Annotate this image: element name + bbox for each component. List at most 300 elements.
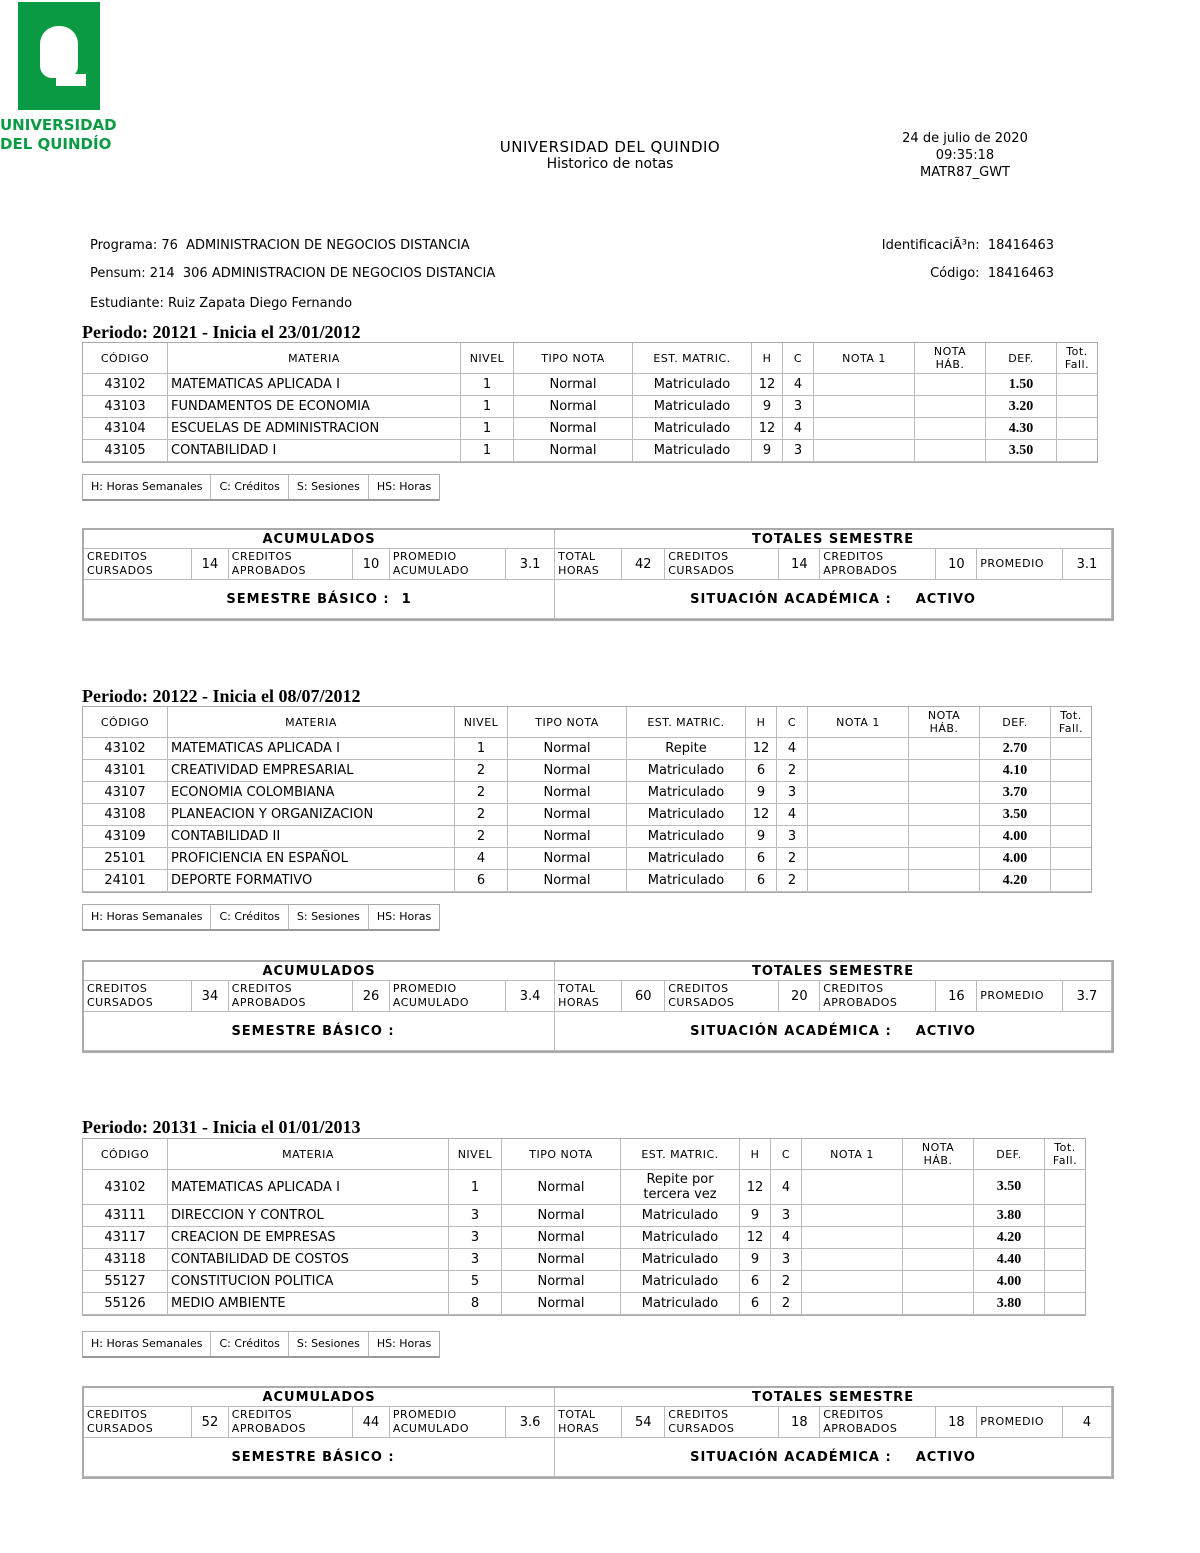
enrollment-status: Matriculado [627, 826, 746, 848]
total-absences [1045, 1205, 1085, 1227]
course-level: 3 [449, 1205, 502, 1227]
grade-1 [808, 738, 909, 760]
grade-type: Normal [514, 440, 633, 462]
credits: 4 [777, 738, 808, 760]
final-grade: 3.80 [974, 1293, 1045, 1315]
weekly-hours: 12 [746, 804, 777, 826]
grade-hab [909, 804, 980, 826]
tot-creditos-aprobados-label: CREDITOS APROBADOS [820, 1407, 936, 1438]
tot-creditos-aprobados-value: 18 [936, 1407, 977, 1438]
weekly-hours: 9 [740, 1205, 771, 1227]
grade-row [83, 1205, 1085, 1227]
final-grade: 4.10 [980, 760, 1051, 782]
period-title: Periodo: 20131 - Inicia el 01/01/2013 [82, 1117, 361, 1137]
column-header: NIVEL [455, 707, 508, 738]
tot-creditos-cursados-value: 18 [779, 1407, 820, 1438]
acc-promedio-value: 3.4 [506, 981, 555, 1012]
grade-row [83, 440, 1097, 462]
column-header: NOTA 1 [802, 1139, 903, 1170]
course-level: 3 [449, 1249, 502, 1271]
column-header: NOTA HÁB. [903, 1139, 974, 1170]
tot-creditos-cursados-value: 14 [779, 549, 820, 580]
credits: 4 [771, 1227, 802, 1249]
acc-creditos-cursados-value: 14 [192, 549, 229, 580]
course-code: 24101 [83, 870, 168, 892]
course-code: 43118 [83, 1249, 168, 1271]
situacion-cell [555, 1438, 1112, 1477]
acc-creditos-aprobados-label: CREDITOS APROBADOS [229, 981, 353, 1012]
semestre-basico-value: 1 [401, 591, 412, 607]
pensum-line: Pensum: 214 306 ADMINISTRACION DE NEGOCIOS DISTANCIA [90, 266, 496, 281]
final-grade: 3.20 [986, 396, 1057, 418]
column-header: C [783, 343, 814, 374]
legend-item: HS: Horas [376, 910, 432, 923]
grade-hab [909, 848, 980, 870]
totales-heading: TOTALES SEMESTRE [555, 1388, 1112, 1407]
total-absences [1057, 374, 1097, 396]
column-header: NIVEL [461, 343, 514, 374]
course-code: 55127 [83, 1271, 168, 1293]
course-level: 1 [461, 418, 514, 440]
grade-hab [909, 870, 980, 892]
grade-1 [802, 1205, 903, 1227]
grade-1 [814, 396, 915, 418]
grade-type: Normal [508, 760, 627, 782]
credits: 4 [777, 804, 808, 826]
credits: 3 [771, 1249, 802, 1271]
grade-type: Normal [502, 1271, 621, 1293]
semestre-basico-cell [84, 1012, 555, 1051]
grade-row [83, 804, 1091, 826]
course-name: FUNDAMENTOS DE ECONOMIA [168, 396, 461, 418]
weekly-hours: 9 [752, 396, 783, 418]
grade-hab [903, 1170, 974, 1205]
total-absences [1051, 826, 1091, 848]
column-header: NOTA 1 [814, 343, 915, 374]
situacion-cell [555, 1012, 1112, 1051]
tot-horas-label: TOTAL HORAS [555, 549, 622, 580]
course-level: 2 [455, 804, 508, 826]
total-absences [1051, 760, 1091, 782]
enrollment-status: Matriculado [621, 1205, 740, 1227]
column-header: TIPO NOTA [514, 343, 633, 374]
tot-creditos-aprobados-label: CREDITOS APROBADOS [820, 981, 936, 1012]
grade-type: Normal [508, 738, 627, 760]
grade-row [83, 738, 1091, 760]
column-header: NOTA 1 [808, 707, 909, 738]
grades-table [82, 1138, 1086, 1316]
legend-item: S: Sesiones [289, 475, 369, 499]
column-header: C [771, 1139, 802, 1170]
grade-1 [808, 870, 909, 892]
acc-promedio-label: PROMEDIO ACUMULADO [390, 1407, 506, 1438]
grade-hab [915, 440, 986, 462]
totales-heading: TOTALES SEMESTRE [555, 962, 1112, 981]
grade-1 [808, 826, 909, 848]
totales-heading: TOTALES SEMESTRE [555, 530, 1112, 549]
acc-promedio-value: 3.6 [506, 1407, 555, 1438]
column-header: CÓDIGO [83, 1139, 168, 1170]
course-level: 2 [455, 760, 508, 782]
logo-text-line1: UNIVERSIDAD [0, 116, 117, 134]
grade-1 [814, 440, 915, 462]
course-name: MEDIO AMBIENTE [168, 1293, 449, 1315]
enrollment-status: Matriculado [627, 760, 746, 782]
acumulados-heading: ACUMULADOS [84, 530, 555, 549]
course-code: 43105 [83, 440, 168, 462]
acc-creditos-aprobados-value: 10 [353, 549, 390, 580]
column-header: CÓDIGO [83, 343, 168, 374]
column-header: Tot. Fall. [1057, 343, 1097, 374]
grade-1 [802, 1271, 903, 1293]
enrollment-status: Repite [627, 738, 746, 760]
acc-promedio-label: PROMEDIO ACUMULADO [390, 981, 506, 1012]
course-name: CREACION DE EMPRESAS [168, 1227, 449, 1249]
report-subtitle: Historico de notas [546, 156, 674, 172]
tot-creditos-aprobados-value: 10 [936, 549, 977, 580]
course-level: 4 [455, 848, 508, 870]
credits: 3 [783, 440, 814, 462]
course-level: 1 [461, 374, 514, 396]
tot-creditos-aprobados-label: CREDITOS APROBADOS [820, 549, 936, 580]
grade-type: Normal [508, 848, 627, 870]
total-absences [1051, 782, 1091, 804]
grade-type: Normal [514, 418, 633, 440]
enrollment-status: Matriculado [627, 804, 746, 826]
weekly-hours: 12 [746, 738, 777, 760]
tot-horas-value: 60 [622, 981, 665, 1012]
tot-promedio-value: 3.7 [1063, 981, 1112, 1012]
grade-row [83, 1249, 1085, 1271]
legend-item: S: Sesiones [289, 1332, 369, 1356]
grade-type: Normal [502, 1249, 621, 1271]
enrollment-status: Matriculado [627, 848, 746, 870]
acc-creditos-cursados-label: CREDITOS CURSADOS [84, 1407, 192, 1438]
grade-hab [909, 760, 980, 782]
grade-row [83, 1227, 1085, 1249]
final-grade: 3.80 [974, 1205, 1045, 1227]
enrollment-status: Matriculado [627, 870, 746, 892]
course-name: ECONOMIA COLOMBIANA [168, 782, 455, 804]
semestre-basico-cell [84, 1438, 555, 1477]
grade-hab [903, 1227, 974, 1249]
grade-type: Normal [502, 1205, 621, 1227]
grade-type: Normal [502, 1227, 621, 1249]
acc-creditos-cursados-value: 34 [192, 981, 229, 1012]
grade-1 [814, 418, 915, 440]
course-level: 1 [461, 396, 514, 418]
final-grade: 3.50 [980, 804, 1051, 826]
tot-creditos-cursados-label: CREDITOS CURSADOS [665, 549, 779, 580]
weekly-hours: 12 [740, 1227, 771, 1249]
course-level: 2 [455, 782, 508, 804]
grade-1 [808, 760, 909, 782]
course-code: 43108 [83, 804, 168, 826]
final-grade: 3.50 [974, 1170, 1045, 1205]
credits: 2 [771, 1271, 802, 1293]
final-grade: 4.30 [986, 418, 1057, 440]
grade-row [83, 760, 1091, 782]
grade-1 [808, 848, 909, 870]
university-title: UNIVERSIDAD DEL QUINDIO [499, 138, 721, 156]
course-name: PLANEACION Y ORGANIZACION [168, 804, 455, 826]
course-name: CONTABILIDAD II [168, 826, 455, 848]
acc-promedio-label: PROMEDIO ACUMULADO [390, 549, 506, 580]
semestre-basico-label: SEMESTRE BÁSICO : [231, 1449, 395, 1465]
grade-1 [802, 1249, 903, 1271]
final-grade: 3.70 [980, 782, 1051, 804]
total-absences [1051, 804, 1091, 826]
credits: 2 [777, 870, 808, 892]
course-code: 43101 [83, 760, 168, 782]
semestre-basico-label: SEMESTRE BÁSICO : [231, 1023, 395, 1039]
tot-creditos-cursados-value: 20 [779, 981, 820, 1012]
enrollment-status: Matriculado [633, 396, 752, 418]
tot-promedio-label: PROMEDIO [977, 1407, 1063, 1438]
tot-promedio-label: PROMEDIO [977, 549, 1063, 580]
enrollment-status: Matriculado [627, 782, 746, 804]
credits: 3 [771, 1205, 802, 1227]
grade-hab [915, 418, 986, 440]
situacion-label: SITUACIÓN ACADÉMICA : [690, 1023, 892, 1039]
column-header: DEF. [986, 343, 1057, 374]
course-code: 43103 [83, 396, 168, 418]
grade-type: Normal [508, 826, 627, 848]
semestre-basico-cell [84, 580, 555, 619]
final-grade: 4.00 [980, 826, 1051, 848]
course-level: 3 [449, 1227, 502, 1249]
weekly-hours: 6 [746, 848, 777, 870]
course-name: CONTABILIDAD I [168, 440, 461, 462]
column-header: DEF. [980, 707, 1051, 738]
course-code: 43111 [83, 1205, 168, 1227]
final-grade: 3.50 [986, 440, 1057, 462]
acc-creditos-cursados-value: 52 [192, 1407, 229, 1438]
column-header: Tot. Fall. [1045, 1139, 1085, 1170]
final-grade: 4.40 [974, 1249, 1045, 1271]
legend-item: S: Sesiones [289, 905, 369, 929]
weekly-hours: 12 [740, 1170, 771, 1205]
course-name: DEPORTE FORMATIVO [168, 870, 455, 892]
logo-shield-icon [18, 2, 100, 110]
column-header: EST. MATRIC. [621, 1139, 740, 1170]
report-header [460, 138, 760, 172]
weekly-hours: 12 [752, 374, 783, 396]
column-header: H [740, 1139, 771, 1170]
situacion-cell [555, 580, 1112, 619]
course-level: 1 [449, 1170, 502, 1205]
grades-header-row [83, 343, 1097, 374]
column-header: DEF. [974, 1139, 1045, 1170]
course-name: CONTABILIDAD DE COSTOS [168, 1249, 449, 1271]
grade-row [83, 1271, 1085, 1293]
course-name: MATEMATICAS APLICADA I [168, 1170, 449, 1205]
period-title: Periodo: 20122 - Inicia el 08/07/2012 [82, 686, 361, 706]
total-absences [1057, 418, 1097, 440]
grade-hab [909, 782, 980, 804]
final-grade: 4.20 [980, 870, 1051, 892]
credits: 2 [777, 760, 808, 782]
legend-bar [82, 904, 440, 931]
column-header: MATERIA [168, 1139, 449, 1170]
course-level: 6 [455, 870, 508, 892]
course-code: 43107 [83, 782, 168, 804]
total-absences [1045, 1249, 1085, 1271]
grade-1 [814, 374, 915, 396]
course-name: ESCUELAS DE ADMINISTRACION [168, 418, 461, 440]
university-logo [0, 0, 140, 152]
enrollment-status: Matriculado [633, 418, 752, 440]
grade-hab [903, 1293, 974, 1315]
total-absences [1057, 440, 1097, 462]
enrollment-status: Matriculado [633, 440, 752, 462]
weekly-hours: 9 [740, 1249, 771, 1271]
column-header: EST. MATRIC. [627, 707, 746, 738]
situacion-label: SITUACIÓN ACADÉMICA : [690, 591, 892, 607]
course-code: 43109 [83, 826, 168, 848]
grade-type: Normal [502, 1170, 621, 1205]
enrollment-status: Repite por tercera vez [621, 1170, 740, 1205]
acc-promedio-value: 3.1 [506, 549, 555, 580]
course-level: 1 [461, 440, 514, 462]
acc-creditos-cursados-label: CREDITOS CURSADOS [84, 549, 192, 580]
tot-horas-value: 54 [622, 1407, 665, 1438]
credits: 3 [777, 826, 808, 848]
legend-item: H: Horas Semanales [83, 1332, 211, 1356]
total-absences [1045, 1170, 1085, 1205]
grade-row [83, 418, 1097, 440]
enrollment-status: Matriculado [633, 374, 752, 396]
grade-row [83, 374, 1097, 396]
grades-table [82, 342, 1098, 463]
enrollment-status: Matriculado [621, 1249, 740, 1271]
column-header: CÓDIGO [83, 707, 168, 738]
legend-item: C: Créditos [211, 1332, 288, 1356]
column-header: NOTA HÁB. [909, 707, 980, 738]
grade-type: Normal [514, 396, 633, 418]
grade-1 [802, 1170, 903, 1205]
final-grade: 4.00 [980, 848, 1051, 870]
column-header: MATERIA [168, 707, 455, 738]
tot-promedio-value: 4 [1063, 1407, 1112, 1438]
grade-type: Normal [502, 1293, 621, 1315]
credits: 3 [777, 782, 808, 804]
tot-horas-label: TOTAL HORAS [555, 981, 622, 1012]
acumulados-heading: ACUMULADOS [84, 962, 555, 981]
tot-horas-label: TOTAL HORAS [555, 1407, 622, 1438]
column-header: EST. MATRIC. [633, 343, 752, 374]
course-code: 55126 [83, 1293, 168, 1315]
acc-creditos-cursados-label: CREDITOS CURSADOS [84, 981, 192, 1012]
grade-1 [808, 804, 909, 826]
weekly-hours: 9 [752, 440, 783, 462]
grade-hab [915, 374, 986, 396]
enrollment-status: Matriculado [621, 1227, 740, 1249]
grade-type: Normal [514, 374, 633, 396]
tot-promedio-value: 3.1 [1063, 549, 1112, 580]
grade-1 [802, 1293, 903, 1315]
tot-promedio-label: PROMEDIO [977, 981, 1063, 1012]
column-header: TIPO NOTA [502, 1139, 621, 1170]
course-name: DIRECCION Y CONTROL [168, 1205, 449, 1227]
grades-header-row [83, 1139, 1085, 1170]
legend-bar [82, 474, 440, 501]
situacion-value: ACTIVO [915, 591, 976, 607]
credits: 2 [777, 848, 808, 870]
acc-creditos-aprobados-label: CREDITOS APROBADOS [229, 1407, 353, 1438]
situacion-value: ACTIVO [915, 1023, 976, 1039]
enrollment-status: Matriculado [621, 1293, 740, 1315]
acc-creditos-aprobados-value: 26 [353, 981, 390, 1012]
legend-item: HS: Horas [376, 480, 432, 493]
course-code: 43102 [83, 374, 168, 396]
column-header: TIPO NOTA [508, 707, 627, 738]
tot-creditos-aprobados-value: 16 [936, 981, 977, 1012]
total-absences [1051, 870, 1091, 892]
weekly-hours: 6 [746, 760, 777, 782]
tot-creditos-cursados-label: CREDITOS CURSADOS [665, 981, 779, 1012]
tot-creditos-cursados-label: CREDITOS CURSADOS [665, 1407, 779, 1438]
total-absences [1045, 1293, 1085, 1315]
weekly-hours: 6 [740, 1271, 771, 1293]
grades-table [82, 706, 1092, 893]
course-code: 43102 [83, 738, 168, 760]
total-absences [1051, 848, 1091, 870]
credits: 3 [783, 396, 814, 418]
grade-type: Normal [508, 782, 627, 804]
column-header: NOTA HÁB. [915, 343, 986, 374]
credits: 4 [783, 374, 814, 396]
credits: 4 [771, 1170, 802, 1205]
grade-row [83, 870, 1091, 892]
weekly-hours: 6 [746, 870, 777, 892]
weekly-hours: 12 [752, 418, 783, 440]
legend-item: H: Horas Semanales [83, 475, 211, 499]
summary-table [82, 960, 1114, 1053]
legend-item: H: Horas Semanales [83, 905, 211, 929]
column-header: Tot. Fall. [1051, 707, 1091, 738]
tot-horas-value: 42 [622, 549, 665, 580]
grade-hab [909, 738, 980, 760]
period-title: Periodo: 20121 - Inicia el 23/01/2012 [82, 322, 361, 342]
weekly-hours: 9 [746, 782, 777, 804]
column-header: NIVEL [449, 1139, 502, 1170]
semestre-basico-label: SEMESTRE BÁSICO : [226, 591, 390, 607]
course-code: 43102 [83, 1170, 168, 1205]
summary-table [82, 528, 1114, 621]
grade-hab [903, 1205, 974, 1227]
grade-row [83, 782, 1091, 804]
course-name: MATEMATICAS APLICADA I [168, 738, 455, 760]
report-time: 09:35:18 [935, 148, 995, 163]
column-header: H [746, 707, 777, 738]
legend-item: C: Créditos [211, 475, 288, 499]
grade-1 [802, 1227, 903, 1249]
grade-hab [903, 1271, 974, 1293]
grade-hab [915, 396, 986, 418]
grade-row [83, 826, 1091, 848]
final-grade: 1.50 [986, 374, 1057, 396]
final-grade: 4.00 [974, 1271, 1045, 1293]
report-date: 24 de julio de 2020 [902, 131, 1028, 146]
course-level: 2 [455, 826, 508, 848]
final-grade: 4.20 [974, 1227, 1045, 1249]
grade-hab [909, 826, 980, 848]
course-code: 43104 [83, 418, 168, 440]
legend-bar [82, 1331, 440, 1358]
grade-type: Normal [508, 804, 627, 826]
acumulados-heading: ACUMULADOS [84, 1388, 555, 1407]
